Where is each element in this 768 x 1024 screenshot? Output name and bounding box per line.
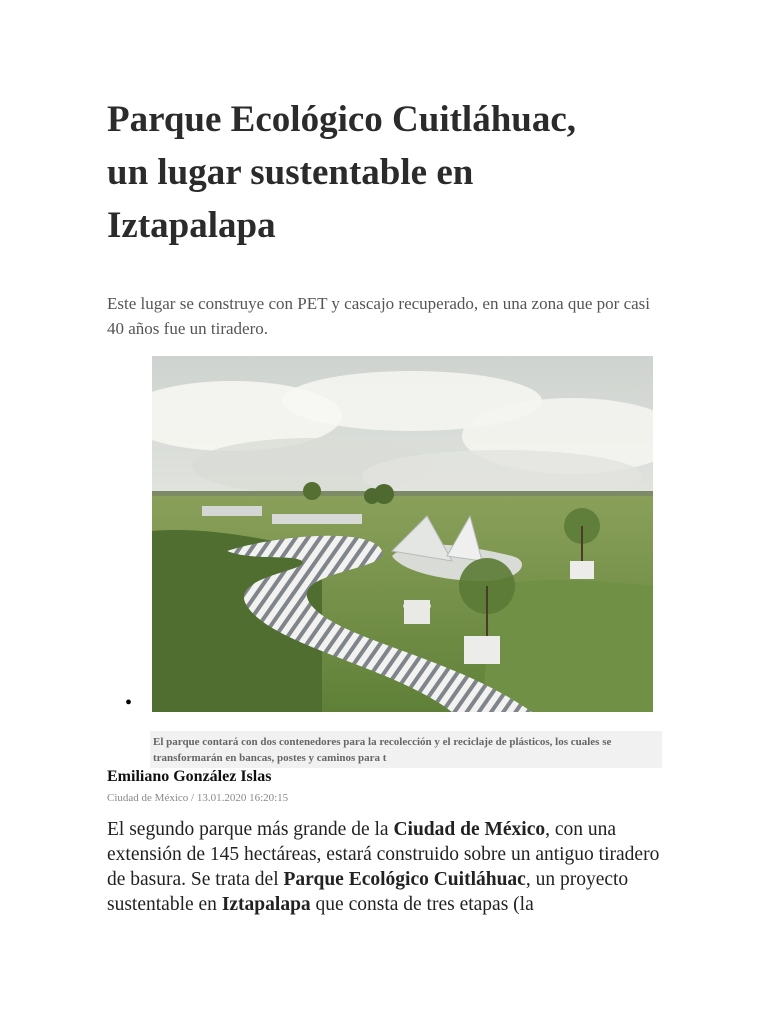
body-bold-iztapalapa: Iztapalapa [221,894,311,915]
dateline: Ciudad de México / 13.01.2020 16:20:15 [107,792,289,804]
body-part-1: El segundo parque más grande de la [107,819,394,840]
body-bold-cdmx: Ciudad de México [393,819,546,840]
body-part-3: , un proyecto sustentable en [107,869,629,915]
title-line-3: Iztapalapa [107,205,276,246]
article-body [107,817,672,917]
article-title [107,93,667,252]
body-part-4: que consta de tres etapas (la [310,894,534,915]
park-rendering-image [152,356,653,712]
author-name: Emiliano González Islas [107,768,272,785]
title-line-2: un lugar sustentable en [107,152,474,193]
body-part-2: , con una extensión de 145 hectáreas, estará construido sobre un antiguo tiradero de basura. Se trata del [107,819,660,890]
body-bold-park: Parque Ecológico Cuitláhuac [283,869,526,890]
image-caption: El parque contará con dos contenedores para la recolección y el reciclaje de plásticos, los cuales se transformarán en bancas, postes y caminos para t [150,731,662,768]
article-subtitle: Este lugar se construye con PET y cascajo recuperado, en una zona que por casi 40 años fue un tiradero. [107,294,651,338]
list-bullet: • [125,692,133,714]
title-line-1: Parque Ecológico Cuitláhuac, [107,99,577,140]
